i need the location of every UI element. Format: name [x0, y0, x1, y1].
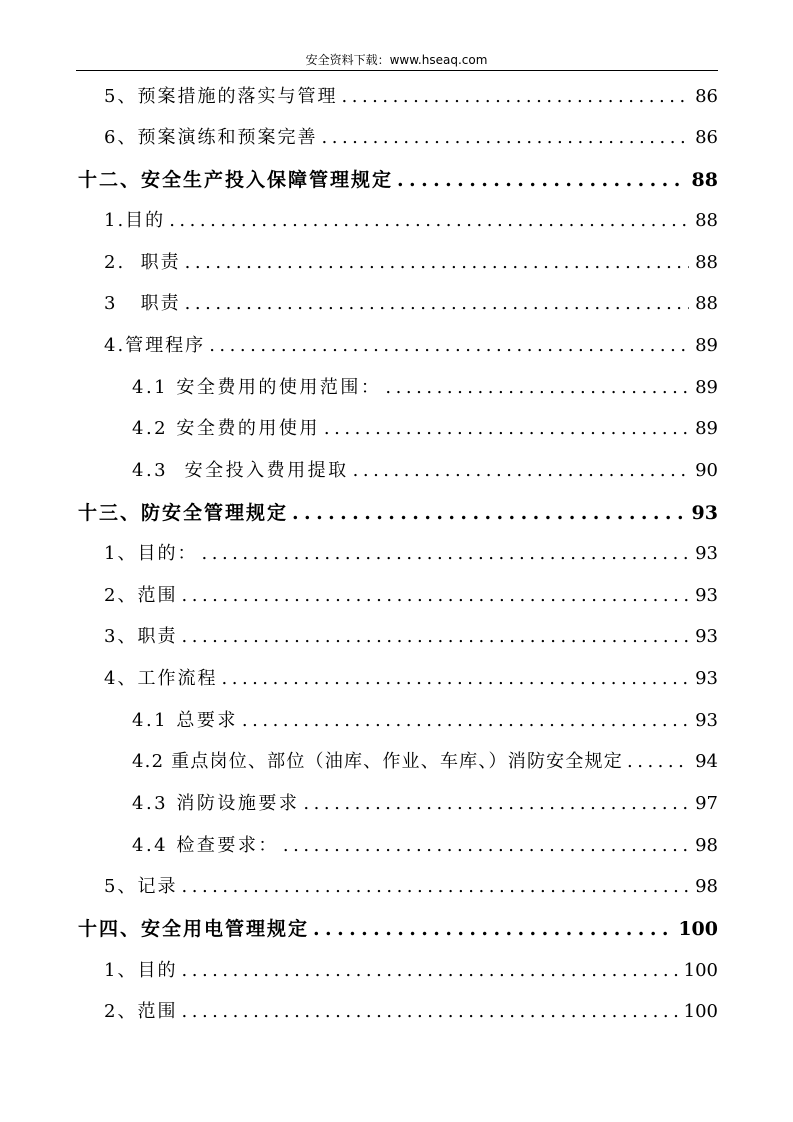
- toc-leader-dots: [177, 997, 677, 1027]
- toc-leader-dots: [317, 123, 689, 153]
- toc-leader-dots: [177, 956, 677, 986]
- toc-entry-title: 4.3 安全投入费用提取: [132, 460, 349, 481]
- toc-page-number: 93: [695, 668, 718, 689]
- toc-leader-dots: [238, 706, 689, 736]
- toc-page-number: 86: [695, 127, 718, 148]
- toc-page-number: 86: [695, 86, 718, 107]
- toc-page-number: 100: [683, 1001, 718, 1022]
- toc-leader-dots: [309, 914, 672, 944]
- toc-entry[interactable]: [78, 498, 718, 528]
- toc-leader-dots: [381, 373, 689, 403]
- toc-page-number: 89: [695, 335, 718, 356]
- toc-entry-title: 1.目的: [104, 210, 166, 231]
- toc-entry[interactable]: [104, 872, 718, 902]
- toc-page-number: 100: [678, 918, 718, 940]
- toc-leader-dots: [197, 539, 689, 569]
- toc-leader-dots: [205, 331, 689, 361]
- toc-page-number: 88: [695, 252, 718, 273]
- toc-page-number: 90: [695, 460, 718, 481]
- toc-entry-title: 4.2 安全费的用使用: [132, 418, 320, 439]
- toc-page-number: 93: [695, 543, 718, 564]
- toc-entry[interactable]: [132, 706, 718, 736]
- toc-entry-title: 2、范围: [104, 585, 178, 606]
- toc-leader-dots: [181, 289, 689, 319]
- toc-entry-title: 4.1 总要求: [132, 710, 238, 731]
- toc-entry[interactable]: [132, 414, 718, 444]
- toc-leader-dots: [337, 82, 689, 112]
- toc-entry[interactable]: [104, 581, 718, 611]
- toc-leader-dots: [181, 248, 689, 278]
- toc-page-number: 97: [695, 793, 718, 814]
- toc-entry[interactable]: [104, 289, 718, 319]
- toc-leader-dots: [288, 498, 686, 528]
- toc-leader-dots: [623, 747, 689, 777]
- toc-entry-title: 3 职责: [104, 293, 181, 314]
- toc-page-number: 100: [683, 960, 718, 981]
- toc-leader-dots: [177, 581, 689, 611]
- toc-page-number: 88: [695, 210, 718, 231]
- toc-entry-title: 十二、安全生产投入保障管理规定: [78, 169, 394, 191]
- toc-page-number: 88: [691, 169, 718, 191]
- toc-leader-dots: [165, 206, 689, 236]
- toc-entry[interactable]: [104, 82, 718, 112]
- toc-leader-dots: [393, 165, 686, 195]
- toc-entry[interactable]: [104, 956, 718, 986]
- toc-entry-title: 4.1 安全费用的使用范围：: [132, 377, 382, 398]
- toc-entry[interactable]: [104, 539, 718, 569]
- toc-entry[interactable]: [104, 331, 718, 361]
- toc-leader-dots: [349, 456, 690, 486]
- toc-entry[interactable]: [132, 456, 718, 486]
- page-header: 安全资料下载：www.hseaq.com: [305, 53, 488, 67]
- toc-page-number: 94: [695, 751, 718, 772]
- toc-entry[interactable]: [104, 248, 718, 278]
- toc-entry-title: 1、目的: [104, 960, 178, 981]
- toc-entry-title: 4.管理程序: [104, 335, 206, 356]
- toc-entry-title: 3、职责: [104, 626, 178, 647]
- toc-entry-title: 4.3 消防设施要求: [132, 793, 300, 814]
- toc-leader-dots: [320, 414, 689, 444]
- toc-entry[interactable]: [132, 789, 718, 819]
- toc-leader-dots: [217, 664, 689, 694]
- toc-entry[interactable]: [104, 206, 718, 236]
- toc-entry-title: 4.2 重点岗位、部位（油库、作业、车库、）消防安全规定: [132, 751, 623, 772]
- toc-page-number: 88: [695, 293, 718, 314]
- toc-entry-title: 4.4 检查要求：: [132, 835, 279, 856]
- toc-entry-title: 6、预案演练和预案完善: [104, 127, 318, 148]
- toc-leader-dots: [299, 789, 689, 819]
- toc-entry[interactable]: [78, 914, 718, 944]
- toc-entry-title: 5、预案措施的落实与管理: [104, 86, 338, 107]
- toc-entry[interactable]: [104, 123, 718, 153]
- toc-page-number: 93: [691, 502, 718, 524]
- toc-entry-title: 2、范围: [104, 1001, 178, 1022]
- toc-page-number: 93: [695, 710, 718, 731]
- header-rule: [76, 70, 718, 71]
- toc-entry[interactable]: [104, 664, 718, 694]
- toc-entry-title: 2. 职责: [104, 252, 181, 273]
- toc-entry[interactable]: [104, 997, 718, 1027]
- toc-page-number: 89: [695, 377, 718, 398]
- toc-page-number: 93: [695, 585, 718, 606]
- toc-leader-dots: [177, 872, 689, 902]
- toc-entry-title: 4、工作流程: [104, 668, 218, 689]
- toc-leader-dots: [177, 622, 689, 652]
- toc-entry-title: 1、目的：: [104, 543, 198, 564]
- toc-entry[interactable]: [132, 747, 718, 777]
- toc-page-number: 98: [695, 835, 718, 856]
- toc-entry-title: 十四、安全用电管理规定: [78, 918, 310, 940]
- toc-entry-title: 5、记录: [104, 876, 178, 897]
- toc-page-number: 98: [695, 876, 718, 897]
- toc-entry[interactable]: [132, 373, 718, 403]
- toc-leader-dots: [279, 831, 689, 861]
- toc-entry[interactable]: [78, 165, 718, 195]
- toc-entry-title: 十三、防安全管理规定: [78, 502, 289, 524]
- toc-entry[interactable]: [132, 831, 718, 861]
- toc-page-number: 93: [695, 626, 718, 647]
- toc-entry[interactable]: [104, 622, 718, 652]
- toc-page-number: 89: [695, 418, 718, 439]
